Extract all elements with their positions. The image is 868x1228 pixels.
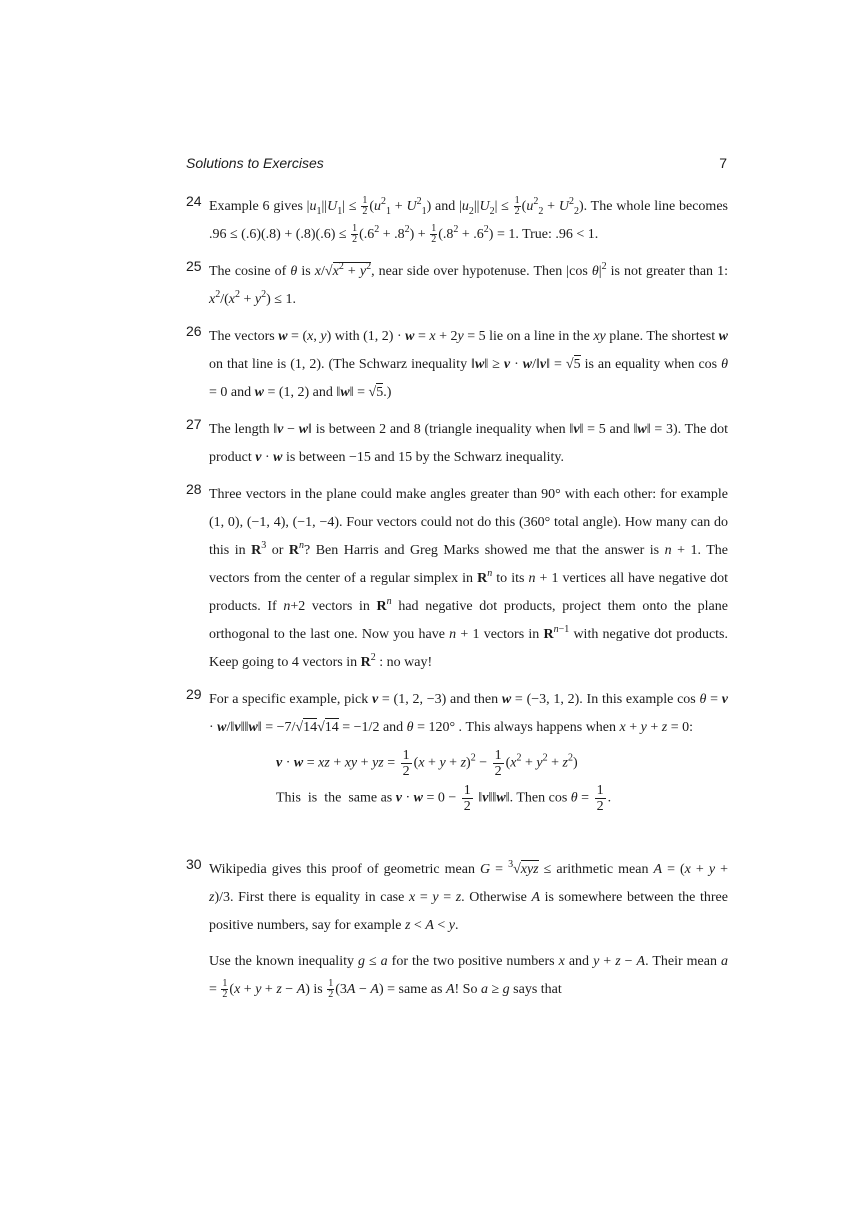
exercise-24	[186, 193, 728, 249]
exercise-text: Example 6 gives $|u_1||U_1|$ ≤ $\frac{1}{2}$ $(u^2_1 + U^2_1)$ and $|u_2||U_2|$ ≤ $\frac{1}{2}$ $(u^2_2 + U^2_2)$. The whole line becomes .96 ≤ (.6)(.8) + (.8)(.6) ≤ $\frac{1}{2}$ $(.6^2 + .8^2)$ + $\frac{1}{2}$ $(.8^2 + .6^2) = 1$. True: .96 < 1.	[209, 195, 728, 246]
exercise-number: 28	[186, 481, 202, 497]
exercise-25	[186, 258, 728, 314]
exercise-29	[186, 686, 728, 814]
running-header-title: Solutions to Exercises	[186, 155, 324, 171]
exercise-number: 25	[186, 258, 202, 274]
exercise-text: Wikipedia gives this proof of geometric mean G = $^3$√xyz ≤ arithmetic mean A = (x + y + z)/3. First there is equality in case x = y = z. Otherwise A is somewhere between the three positive numbers, say for example z < A < y. Use the known inequality g ≤ a for the two positive numbers x and y + z − A. Their mean a = $\frac{1}{2}$ (x + y + z − A) is $\frac{1}{2}$ (3A − A) = same as A! So a ≥ g says that	[209, 859, 728, 1001]
display-equation: v · w = xz + xy + yz = $\frac{1}{2}$ $(x + y + z)^2$ − $\frac{1}{2}$ $(x^2 + y^2 + z^2)$ This is the same as v · w = 0 − $\frac{1}{2}$ ‖v‖‖w‖. Then cos θ = $\frac{1}{2}$ .	[276, 748, 612, 814]
exercise-text: The length ‖v − w‖ is between 2 and 8 (triangle inequality when ‖v‖ = 5 and ‖w‖ = 3). The dot product v · w is between −15 and 15 by the Schwarz inequality.	[209, 422, 728, 465]
exercise-number: 27	[186, 416, 202, 432]
exercise-27	[186, 416, 728, 472]
exercise-text: Three vectors in the plane could make angles greater than 90° with each other: for example (1, 0), (−1, 4), (−1, −4). Four vectors could not do this (360° total angle). How many can do this in $R^3$ or $R^n$? Ben Harris and Greg Marks showed me that the answer is n + 1. The vectors from the center of a regular simplex in $R^n$ to its n + 1 vertices all have negative dot products. If n+2 vectors in $R^n$ had negative dot products, project them onto the plane orthogonal to the last one. Now you have n + 1 vectors in $R^{n-1}$ with negative dot products. Keep going to 4 vectors in $R^2$ : no way!	[209, 487, 729, 670]
exercise-number: 30	[186, 856, 202, 872]
exercise-30	[186, 856, 728, 1004]
exercise-text: The vectors w = (x, y) with (1, 2) · w = x + 2y = 5 lie on a line in the xy plane. The shortest w on that line is (1, 2). (The Schwarz inequality ‖w‖ ≥ v · w/‖v‖ = √5 is an equality when cos θ = 0 and w = (1, 2) and ‖w‖ = √5.)	[209, 329, 728, 400]
exercise-text: The cosine of θ is $x/√x^2 + y^2$, near side over hypotenuse. Then |cos $\theta|^2$ is not greater than 1: $x^2/(x^2 + y^2) \le 1$.	[209, 261, 729, 307]
page-number: 7	[719, 155, 727, 171]
exercise-text: For a specific example, pick v = (1, 2, −3) and then w = (−3, 1, 2). In this example cos θ = v · w/‖v‖‖w‖ = −7/√14√14 = −1/2 and θ = 120° . This always happens when x + y + z = 0: v · w = xz + xy + yz = $\frac{1}{2}$ $(x + y + z)^2$ − $\frac{1}{2}$ $(x^2 + y^2 + z^2)$ This is the same as v · w = 0 − $\frac{1}{2}$ ‖v‖‖w‖. Then cos θ = $\frac{1}{2}$ .	[209, 692, 728, 814]
exercise-number: 24	[186, 193, 202, 209]
exercise-28	[186, 481, 728, 677]
exercise-26	[186, 323, 728, 407]
exercise-number: 29	[186, 686, 202, 702]
exercise-number: 26	[186, 323, 202, 339]
